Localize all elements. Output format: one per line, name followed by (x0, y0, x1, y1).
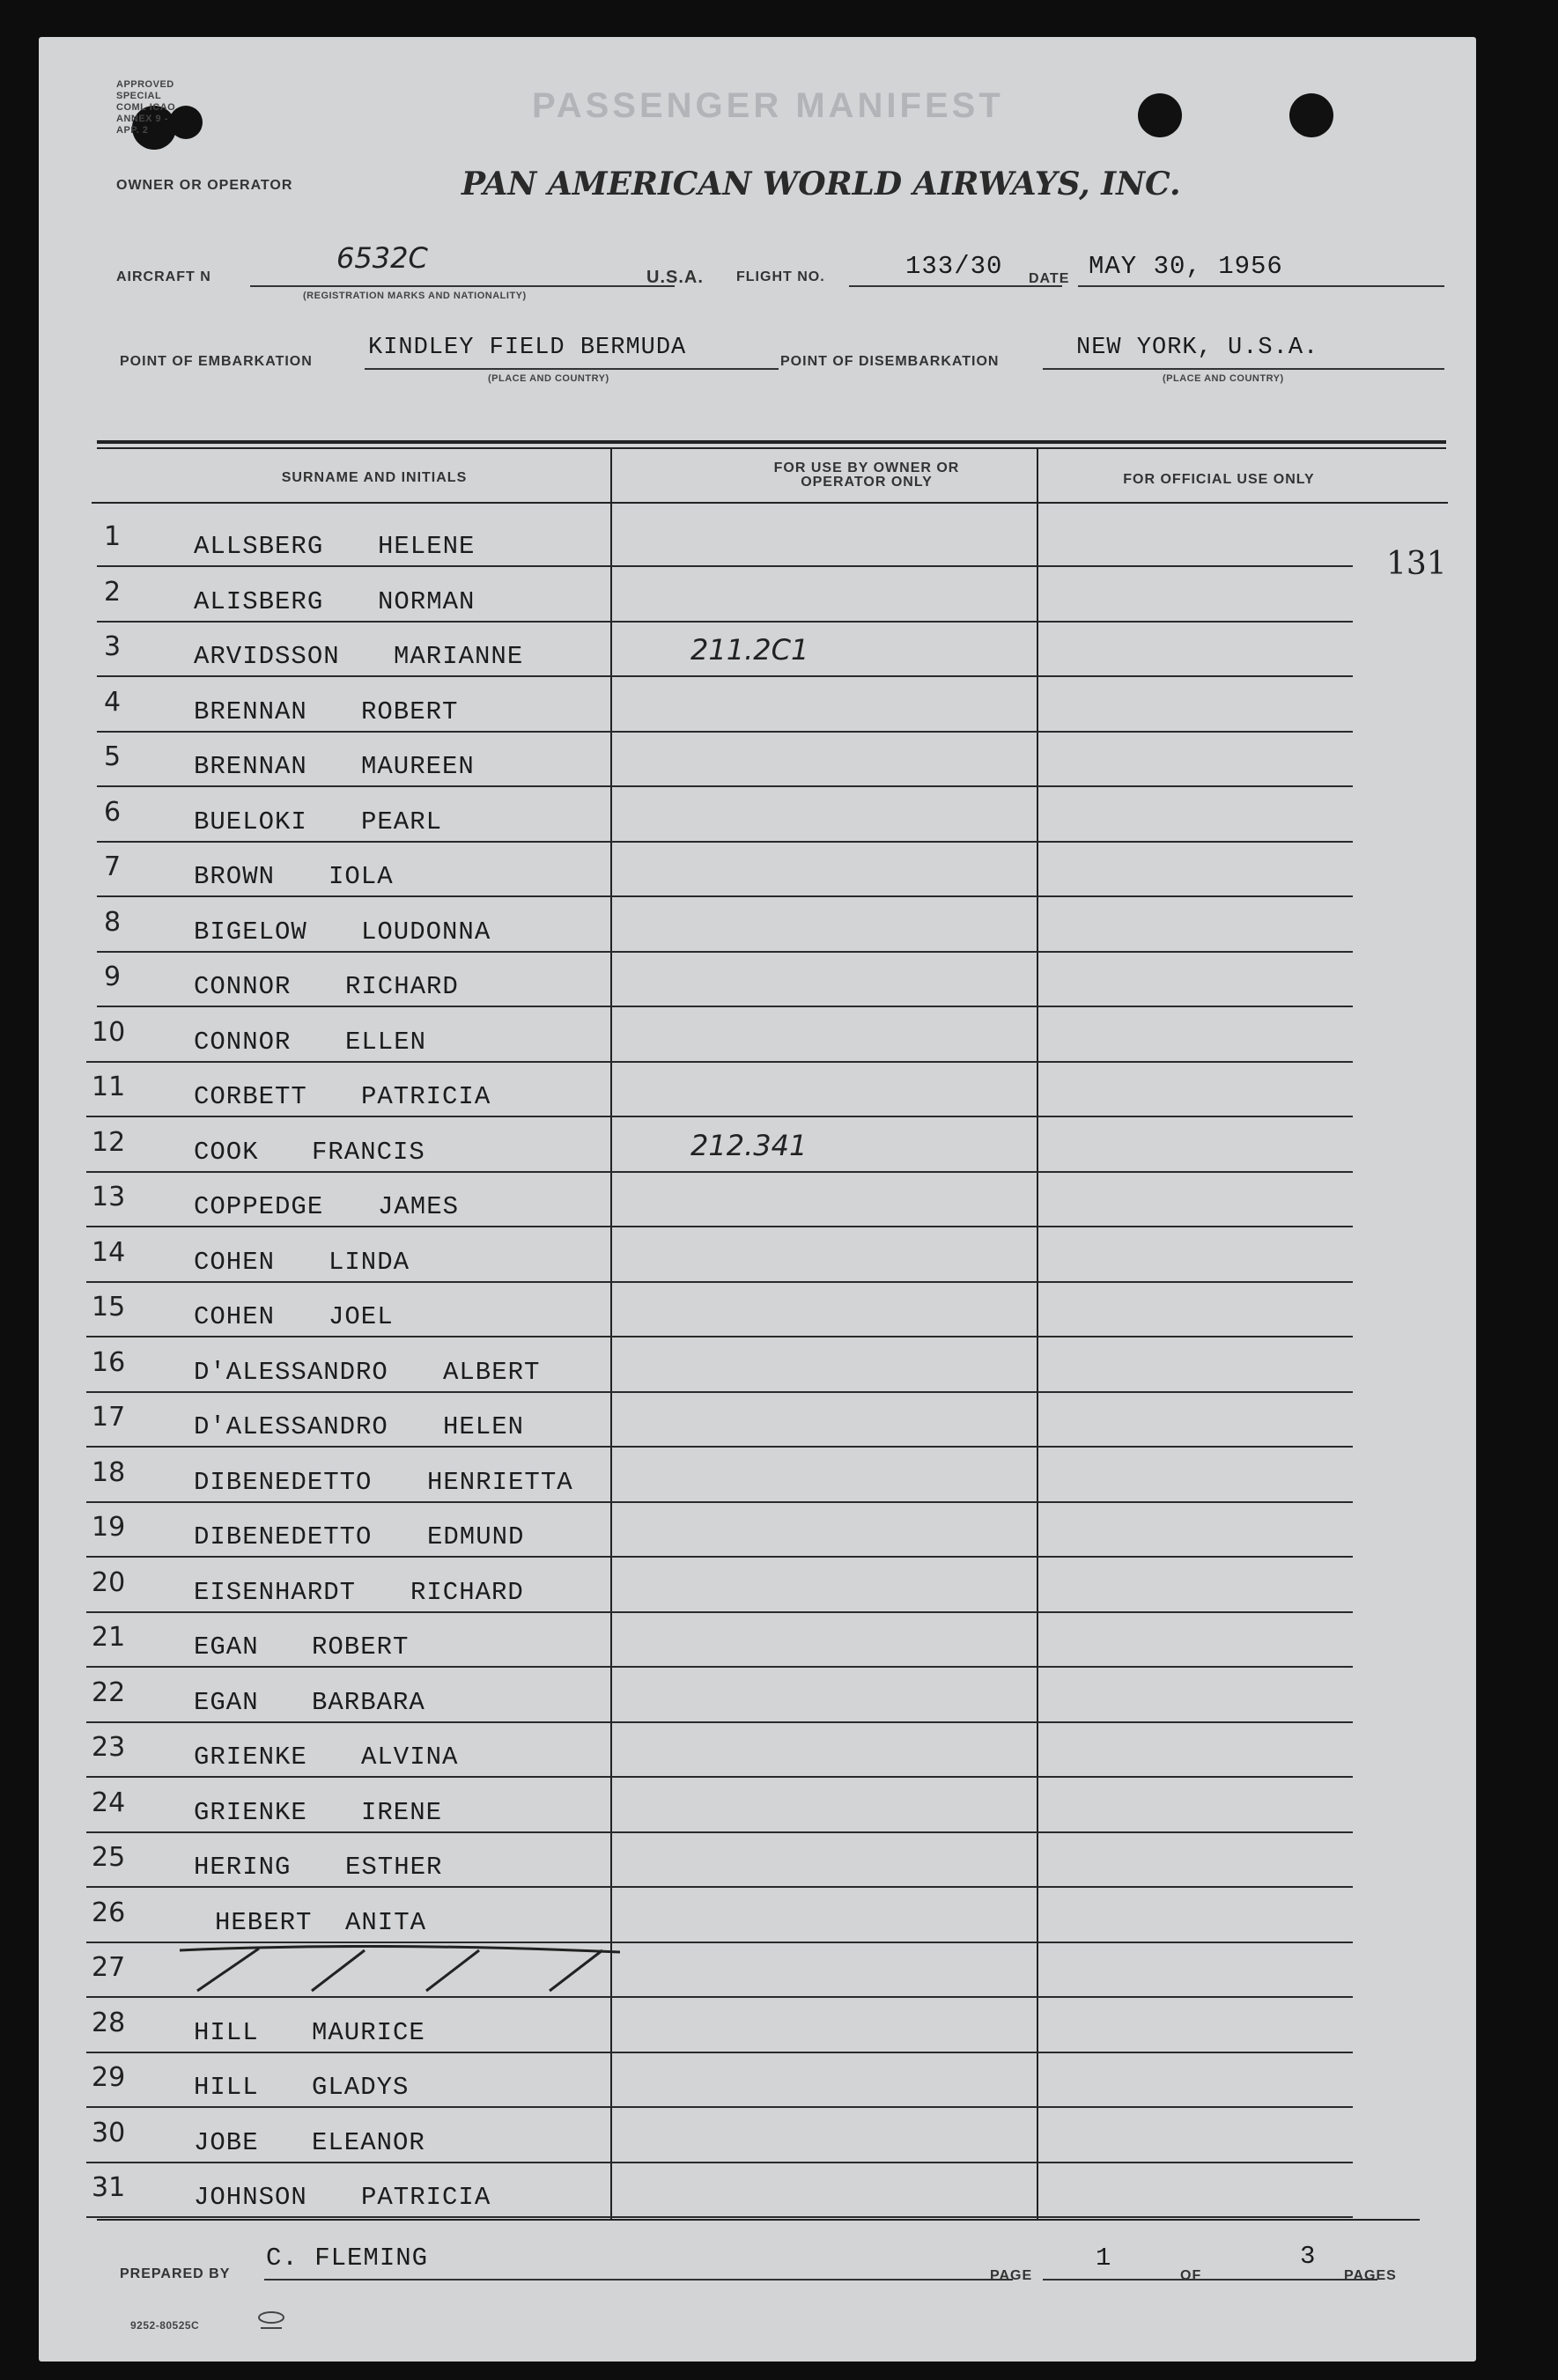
passenger-surname: D'ALESSANDRO (194, 1412, 388, 1441)
of-label: OF (1180, 2268, 1202, 2283)
passenger-surname: HILL (194, 2073, 259, 2102)
passenger-surname: GRIENKE (194, 1798, 307, 1827)
row-rule (86, 1116, 1353, 1117)
row-number: 18 (92, 1457, 126, 1488)
passenger-surname: COPPEDGE (194, 1192, 324, 1221)
flight-date: MAY 30, 1956 (1089, 252, 1283, 281)
table-row (39, 1073, 1448, 1126)
table-row (39, 689, 1448, 741)
passenger-surname: EGAN (194, 1688, 259, 1717)
table-row (39, 1844, 1448, 1897)
embarkation-label: POINT OF EMBARKATION (120, 354, 313, 369)
row-rule (97, 951, 1353, 953)
passenger-given-name: ESTHER (345, 1853, 443, 1882)
table-row (39, 963, 1448, 1016)
disembarkation-label: POINT OF DISEMBARKATION (780, 354, 1000, 369)
row-rule (97, 895, 1353, 897)
passenger-surname: HEBERT (215, 1908, 313, 1937)
row-number: 2 (104, 577, 122, 608)
row-rule (86, 1391, 1353, 1393)
table-row (39, 523, 1448, 576)
passenger-given-name: MARIANNE (394, 642, 524, 671)
passenger-given-name: IRENE (361, 1798, 443, 1827)
row-rule (86, 2106, 1353, 2108)
disembarkation-sublabel: (PLACE AND COUNTRY) (1163, 373, 1284, 384)
passenger-given-name: ANITA (345, 1908, 427, 1937)
passenger-surname: D'ALESSANDRO (194, 1358, 388, 1387)
form-title: PASSENGER MANIFEST (532, 86, 1004, 125)
row-number: 5 (104, 741, 122, 772)
row-number: 8 (104, 907, 122, 938)
table-row (39, 1679, 1448, 1732)
passenger-given-name: HELEN (443, 1412, 525, 1441)
row-rule (86, 1171, 1353, 1173)
row-rule (86, 1886, 1353, 1888)
table-row (39, 1349, 1448, 1402)
official-use-column-header: FOR OFFICIAL USE ONLY (1123, 472, 1315, 487)
passenger-surname: ALLSBERG (194, 532, 324, 561)
row-number: 13 (92, 1182, 126, 1212)
aircraft-sublabel: (REGISTRATION MARKS AND NATIONALITY) (303, 291, 527, 301)
passenger-given-name: ALBERT (443, 1358, 541, 1387)
passenger-given-name: FRANCIS (312, 1138, 425, 1167)
passenger-given-name: BARBARA (312, 1688, 425, 1717)
row-rule (86, 1281, 1353, 1283)
passenger-given-name: IOLA (329, 862, 394, 891)
table-row (39, 2009, 1448, 2062)
passenger-given-name: JAMES (378, 1192, 460, 1221)
table-row (39, 1899, 1448, 1952)
table-row (39, 1183, 1448, 1236)
passenger-surname: EISENHARDT (194, 1578, 357, 1607)
passenger-surname: COOK (194, 1138, 259, 1167)
row-number: 1 (104, 521, 122, 552)
table-row (39, 1293, 1448, 1346)
punch-hole-right-2 (1289, 93, 1333, 137)
row-number: 3 (104, 631, 122, 662)
table-row (39, 1459, 1448, 1512)
passenger-surname: COHEN (194, 1302, 276, 1331)
row-number: 27 (92, 1952, 126, 1983)
table-row (39, 1954, 1448, 2007)
table-row (39, 633, 1448, 686)
row-number: 11 (92, 1072, 126, 1102)
prepared-by-name: C. FLEMING (266, 2244, 429, 2273)
passenger-surname: DIBENEDETTO (194, 1522, 373, 1551)
aircraft-registration: 6532C (336, 241, 428, 275)
row-rule (97, 731, 1353, 733)
passenger-given-name: RICHARD (410, 1578, 524, 1607)
row-rule (86, 1942, 1353, 1943)
disembarkation-place: NEW YORK, U.S.A. (1076, 335, 1319, 361)
row-number: 29 (92, 2062, 126, 2093)
flight-number: 133/30 (905, 252, 1003, 281)
pages-label: PAGES (1344, 2268, 1397, 2283)
passenger-surname: BRENNAN (194, 697, 307, 726)
page-total: 3 (1300, 2242, 1317, 2271)
operator-note: 211.2C1 (690, 633, 809, 667)
passenger-given-name: MAURICE (312, 2018, 425, 2047)
passenger-surname: CONNOR (194, 972, 292, 1001)
passenger-given-name: PATRICIA (361, 1082, 491, 1111)
passenger-given-name: ELEANOR (312, 2128, 425, 2157)
row-number: 15 (92, 1292, 126, 1323)
passenger-surname: HILL (194, 2018, 259, 2047)
row-number: 7 (104, 851, 122, 882)
date-label: DATE (1029, 271, 1070, 286)
table-row (39, 578, 1448, 631)
passenger-given-name: ALVINA (361, 1743, 459, 1772)
embarkation-place: KINDLEY FIELD BERMUDA (368, 335, 687, 361)
row-rule (86, 1446, 1353, 1448)
operator-name: PAN AMERICAN WORLD AIRWAYS, INC. (461, 166, 1181, 203)
row-number: 28 (92, 2008, 126, 2038)
row-number: 26 (92, 1897, 126, 1928)
owner-label: OWNER OR OPERATOR (116, 178, 293, 193)
row-number: 14 (92, 1237, 126, 1268)
row-rule (86, 1831, 1353, 1833)
row-rule (86, 1776, 1353, 1778)
passenger-surname: BIGELOW (194, 917, 307, 947)
table-row (39, 1569, 1448, 1622)
row-number: 10 (92, 1017, 126, 1048)
owner-use-column-header: FOR USE BY OWNER OR OPERATOR ONLY (773, 461, 960, 490)
prepared-by-label: PREPARED BY (120, 2266, 231, 2281)
passenger-surname: EGAN (194, 1632, 259, 1662)
passenger-surname: ARVIDSSON (194, 642, 340, 671)
table-row (39, 1239, 1448, 1292)
passenger-given-name: HENRIETTA (427, 1468, 573, 1497)
table-row (39, 799, 1448, 851)
passenger-given-name: ROBERT (361, 697, 459, 726)
manifest-sheet (39, 37, 1476, 2362)
row-rule (97, 785, 1353, 787)
row-rule (97, 1006, 1353, 1007)
passenger-given-name: RICHARD (345, 972, 459, 1001)
passenger-surname: BRENNAN (194, 752, 307, 781)
passenger-surname: JOBE (194, 2128, 259, 2157)
passenger-given-name: ELLEN (345, 1028, 427, 1057)
passenger-surname: ALISBERG (194, 587, 324, 616)
table-row (39, 1624, 1448, 1676)
aircraft-label: AIRCRAFT N (116, 269, 211, 284)
passenger-surname: JOHNSON (194, 2183, 307, 2212)
table-row (39, 743, 1448, 796)
row-number: 20 (92, 1567, 126, 1598)
row-number: 25 (92, 1842, 126, 1873)
table-row (39, 1129, 1448, 1182)
passenger-surname: HERING (194, 1853, 292, 1882)
row-rule (86, 1501, 1353, 1503)
row-number: 12 (92, 1127, 126, 1158)
passenger-surname: CORBETT (194, 1082, 307, 1111)
passenger-given-name: JOEL (329, 1302, 394, 1331)
row-rule (97, 841, 1353, 843)
passenger-surname: DIBENEDETTO (194, 1468, 373, 1497)
strike-marks (162, 1945, 620, 1998)
passenger-given-name: LINDA (329, 1248, 410, 1277)
row-number: 22 (92, 1677, 126, 1708)
row-rule (97, 621, 1353, 623)
table-row (39, 2119, 1448, 2172)
form-code: 9252-80525C (130, 2319, 200, 2332)
row-rule (86, 1061, 1353, 1063)
row-rule (86, 2052, 1353, 2053)
passenger-given-name: LOUDONNA (361, 917, 491, 947)
passenger-given-name: GLADYS (312, 2073, 410, 2102)
passenger-given-name: HELENE (378, 532, 476, 561)
row-rule (97, 675, 1353, 677)
row-number: 24 (92, 1787, 126, 1818)
approval-stamp: APPROVED SPECIAL COML ICAO ANNEX 9 - APP. 2 (116, 79, 176, 136)
surname-column-header: SURNAME AND INITIALS (281, 470, 468, 485)
table-row (39, 1789, 1448, 1842)
passenger-surname: CONNOR (194, 1028, 292, 1057)
page-label: PAGE (990, 2268, 1033, 2283)
table-row (39, 853, 1448, 906)
passenger-surname: BUELOKI (194, 807, 307, 836)
row-number: 23 (92, 1732, 126, 1763)
page-number: 1 (1096, 2244, 1112, 2273)
row-rule (97, 565, 1353, 567)
row-number: 9 (104, 962, 122, 992)
passenger-surname: GRIENKE (194, 1743, 307, 1772)
row-rule (86, 2162, 1353, 2163)
row-number: 17 (92, 1402, 126, 1433)
union-label-icon (254, 2309, 289, 2333)
passenger-given-name: MAUREEN (361, 752, 475, 781)
row-rule (86, 2216, 1353, 2218)
row-number: 16 (92, 1347, 126, 1378)
row-rule (86, 1336, 1353, 1337)
row-number: 30 (92, 2118, 126, 2148)
table-row (39, 1514, 1448, 1566)
row-rule (86, 1611, 1353, 1613)
row-number: 6 (104, 797, 122, 828)
table-row (39, 1734, 1448, 1787)
row-rule (86, 1226, 1353, 1227)
aircraft-country: U.S.A. (646, 268, 704, 287)
table-row (39, 1019, 1448, 1072)
row-number: 31 (92, 2172, 126, 2203)
passenger-given-name: ROBERT (312, 1632, 410, 1662)
embarkation-sublabel: (PLACE AND COUNTRY) (488, 373, 609, 384)
operator-note: 212.341 (690, 1129, 808, 1162)
passenger-given-name: NORMAN (378, 587, 476, 616)
table-row (39, 2064, 1448, 2117)
row-rule (86, 1721, 1353, 1723)
punch-hole-right-1 (1138, 93, 1182, 137)
passenger-surname: COHEN (194, 1248, 276, 1277)
passenger-surname: BROWN (194, 862, 276, 891)
row-rule (86, 1666, 1353, 1668)
passenger-given-name: PEARL (361, 807, 443, 836)
row-rule (86, 1556, 1353, 1558)
flight-label: FLIGHT NO. (736, 269, 825, 284)
table-row (39, 1404, 1448, 1456)
passenger-given-name: PATRICIA (361, 2183, 491, 2212)
passenger-given-name: EDMUND (427, 1522, 525, 1551)
row-number: 19 (92, 1512, 126, 1543)
table-row (39, 909, 1448, 962)
row-number: 21 (92, 1622, 126, 1653)
side-note: 131 (1386, 546, 1447, 582)
row-number: 4 (104, 687, 122, 718)
